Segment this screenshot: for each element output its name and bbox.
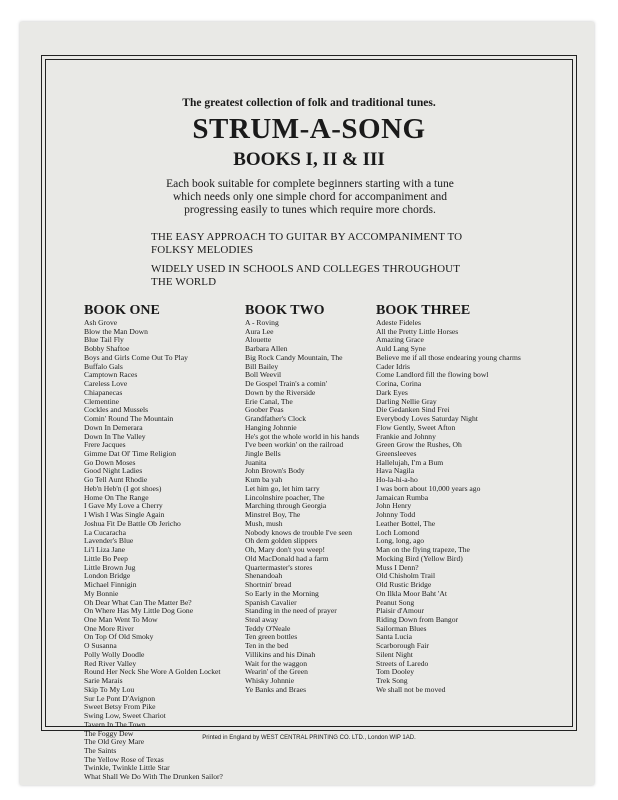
song-list-item: Li'l Liza Jane [84,545,126,555]
song-list-item: Whisky Johnnie [245,676,295,686]
song-list-item: A - Roving [245,318,279,327]
song-list-item: Greensleeves [376,449,417,459]
song-list-item: Juanita [245,457,267,467]
song-list-item: Oh dem golden slippers [245,536,318,546]
song-list-item: Teddy O'Neale [245,623,291,633]
song-list-item: Boys and Girls Come Out To Play [84,352,188,362]
usage-statement: WIDELY USED IN SCHOOLS AND COLLEGES THROUGHOUT THE WORLD [151,263,460,288]
song-list-item: The Yellow Rose of Texas [84,754,164,764]
song-list-item: Come Landlord fill the flowing bowl [376,370,489,380]
song-list-item: Goober Peas [245,405,284,415]
song-list-item: Gimme Dat Ol' Time Religion [84,449,177,459]
song-list-item: Darling Nellie Gray [376,396,437,406]
book-three-song-list [376,319,551,695]
song-list-item: Red River Valley [84,658,137,668]
song-list-item: Minstrel Boy, The [245,510,301,520]
song-list-item: I Gave My Love a Cherry [84,501,163,511]
song-list-item: Little Bo Peep [84,553,128,563]
song-list-item: Oh, Mary don't you weep! [245,545,326,555]
song-list-item: Man on the flying trapeze, The [376,545,470,555]
song-list-item: Wearin' of the Green [245,667,308,677]
song-list-item: Sur Le Pont D'Avignon [84,693,156,703]
song-list-item: London Bridge [84,571,131,581]
song-list-item: De Gospel Train's a comin' [245,379,328,389]
book-two-heading: BOOK TWO [245,303,325,318]
song-list-item: Hallelujah, I'm a Bum [376,457,444,467]
song-list-item: Santa Lucia [376,632,413,642]
song-list-item: Kum ba yah [245,475,283,485]
song-list-item: Green Grow the Rushes, Oh [376,440,462,450]
song-list-item: The Saints [84,745,117,755]
song-list-item: Cockles and Mussels [84,405,149,415]
song-list-item: Everybody Loves Saturday Night [376,414,478,424]
song-list-item: Old MacDonald had a farm [245,553,329,563]
song-list-item: Auld Lang Syne [376,344,426,354]
approach-statement: THE EASY APPROACH TO GUITAR BY ACCOMPANIMENT TO FOLKSY MELODIES [151,231,463,256]
song-list-item: Frere Jacques [84,440,126,450]
song-list-item: Buffalo Gals [84,361,123,371]
song-list-item: Ye Banks and Braes [245,684,307,694]
song-list-item: Clementine [84,396,120,406]
song-list-item: Spanish Cavalier [245,597,297,607]
song-list-item: What Shall We Do With The Drunken Sailor? [84,772,223,782]
tagline: The greatest collection of folk and traditional tunes. [182,97,436,109]
song-list-item: Hanging Johnnie [245,422,297,432]
book-one-song-list [84,319,244,782]
song-list-item: Plaisir d'Amour [376,606,424,616]
book-three-heading: BOOK THREE [376,303,471,318]
song-list-item: Down In Demerara [84,422,143,432]
song-list-item: Go Down Moses [84,457,136,467]
book-two-column [245,303,375,695]
song-list-item: Big Rock Candy Mountain, The [245,352,343,362]
song-list-item: The Old Grey Mare [84,737,145,747]
song-list-item: Ten green bottles [245,632,298,642]
song-list-item: The Foggy Dew [84,728,134,738]
song-list-item: Marching through Georgia [245,501,327,511]
song-list-item: Bill Bailey [245,361,279,371]
song-list-item: Hava Nagila [376,466,415,476]
song-list-item: Polly Wolly Doodle [84,649,145,659]
song-list-item: Nobody knows de trouble I've seen [245,527,353,537]
song-list-item: Streets of Laredo [376,658,429,668]
page-title: STRUM-A-SONG [192,113,426,145]
song-list-item: I was born about 10,000 years ago [376,483,481,493]
song-list-item: Trek Song [376,676,408,686]
song-list-item: Scarborough Fair [376,641,429,651]
song-list-item: Jamaican Rumba [376,492,429,502]
song-list-item: Let him go, let him tarry [245,483,320,493]
song-list-item: Michael Finnigin [84,580,137,590]
song-list-item: Old Rustic Bridge [376,580,432,590]
song-list-item: Old Chisholm Trail [376,571,436,581]
song-list-item: Sweet Betsy From Pike [84,702,156,712]
song-list-item: Chiapanecas [84,387,123,397]
song-list-item: Skip To My Lou [84,684,135,694]
song-list-item: One More River [84,623,134,633]
song-list-item: Home On The Range [84,492,149,502]
song-list-item: Go Tell Aunt Rhodie [84,475,148,485]
song-list-item: Loch Lomond [376,527,420,537]
song-list-item: Barbara Allen [245,344,288,354]
song-list-item: We shall not be moved [376,684,446,694]
song-list-item: Wait for the waggon [245,658,308,668]
book-one-column [84,303,244,782]
song-list-item: John Brown's Body [245,466,305,476]
description-paragraph: Each book suitable for complete beginners starting with a tune which needs only one simple chord for accompaniment and progressing easily to tunes which require more chords. [166,178,454,216]
song-list-item: Erie Canal, The [245,396,293,406]
song-list-item: He's got the whole world in his hands [245,431,360,441]
printer-imprint: Printed in England by WEST CENTRAL PRINTING CO. LTD., London WIP 1AD. [202,735,416,741]
song-list-item: Round Her Neck She Wore A Golden Locket [84,667,221,677]
song-list-item: I Wish I Was Single Again [84,510,165,520]
song-list-item: Steal away [245,614,279,624]
song-list-item: Quartermaster's stores [245,562,313,572]
song-list-item: Tom Dooley [376,667,415,677]
song-list-item: Standing in the need of prayer [245,606,337,616]
song-list-item: Good Night Ladies [84,466,143,476]
song-list-item: Sailorman Blues [376,623,427,633]
song-list-item: Lincolnshire poacher, The [245,492,325,502]
song-list-item: Riding Down from Bangor [376,614,459,624]
song-list-item: Heb'n Heb'n (I got shoes) [84,483,162,493]
song-list-item: My Bonnie [84,588,119,598]
song-list-item: Johnny Todd [376,510,416,520]
song-list-item: O Susanna [84,641,117,651]
song-list-item: Down In The Valley [84,431,146,441]
song-list-item: Alouette [245,335,272,345]
song-list-item: Twinkle, Twinkle Little Star [84,763,170,773]
song-list-item: Ash Grove [84,318,118,327]
song-list-item: Camptown Races [84,370,138,380]
song-list-item: Adeste Fideles [376,318,421,327]
song-list-item: Die Gedanken Sind Frei [376,405,450,415]
song-list-item: Shenandoah [245,571,283,581]
song-list-item: Mush, mush [245,518,283,528]
song-list-item: Grandfather's Clock [245,414,307,424]
song-list-item: Long, long, ago [376,536,425,546]
song-list-item: Bobby Shaftoe [84,344,130,354]
song-list-item: Joshua Fit De Battle Ob Jericho [84,518,181,528]
song-list-item: On Ilkla Moor Baht 'At [376,588,447,598]
song-list-item: Mocking Bird (Yellow Bird) [376,553,463,563]
song-list-item: John Henry [376,501,412,511]
song-list-item: Oh Dear What Can The Matter Be? [84,597,192,607]
song-list-item: Careless Love [84,379,128,389]
song-list-item: So Early in the Morning [245,588,319,598]
song-list-item: La Cucaracha [84,527,126,537]
song-list-item: Believe me if all those endearing young charms [376,352,521,362]
song-list-item: Amazing Grace [376,335,424,345]
song-list-item: On Top Of Old Smoky [84,632,154,642]
song-list-item: Dark Eyes [376,387,408,397]
song-list-item: Corina, Corina [376,379,422,389]
song-list-item: Aura Lee [245,326,274,336]
song-list-item: All the Pretty Little Horses [376,326,459,336]
song-list-item: Blue Tail Fly [84,335,124,345]
song-list-item: Cader Idris [376,361,410,371]
song-list-item: Jingle Bells [245,449,281,459]
book-three-column [376,303,551,695]
song-list-item: One Man Went To Mow [84,614,158,624]
song-list-item: Frankie and Johnny [376,431,436,441]
song-list-item: Peanut Song [376,597,415,607]
song-list-item: Muss I Denn? [376,562,419,572]
song-list-item: Leather Bottel, The [376,518,436,528]
song-list-item: Silent Night [376,649,413,659]
song-list-item: I've been workin' on the railroad [245,440,344,450]
book-one-heading: BOOK ONE [84,303,160,318]
song-list-item: Sarie Marais [84,676,123,686]
song-list-item: Swing Low, Sweet Chariot [84,711,166,721]
page-subtitle: BOOKS I, II & III [233,149,385,170]
song-list-item: Villikins and his Dinah [245,649,316,659]
song-list-item: Boll Weevil [245,370,282,380]
song-list-item: Down by the Riverside [245,387,316,397]
song-list-item: Comin' Round The Mountain [84,414,174,424]
song-list-item: Flow Gently, Sweet Afton [376,422,456,432]
song-list-item: Ho-la-hi-a-ho [376,475,418,485]
song-list-item: Shortnin' bread [245,580,292,590]
song-list-item: Little Brown Jug [84,562,136,572]
song-list-item: Tavern In The Town [84,719,146,729]
book-two-song-list [245,319,375,695]
song-list-item: Blow the Man Down [84,326,148,336]
song-list-item: Ten in the bed [245,641,289,651]
song-list-item: On Where Has My Little Dog Gone [84,606,194,616]
song-list-item: Lavender's Blue [84,536,134,546]
